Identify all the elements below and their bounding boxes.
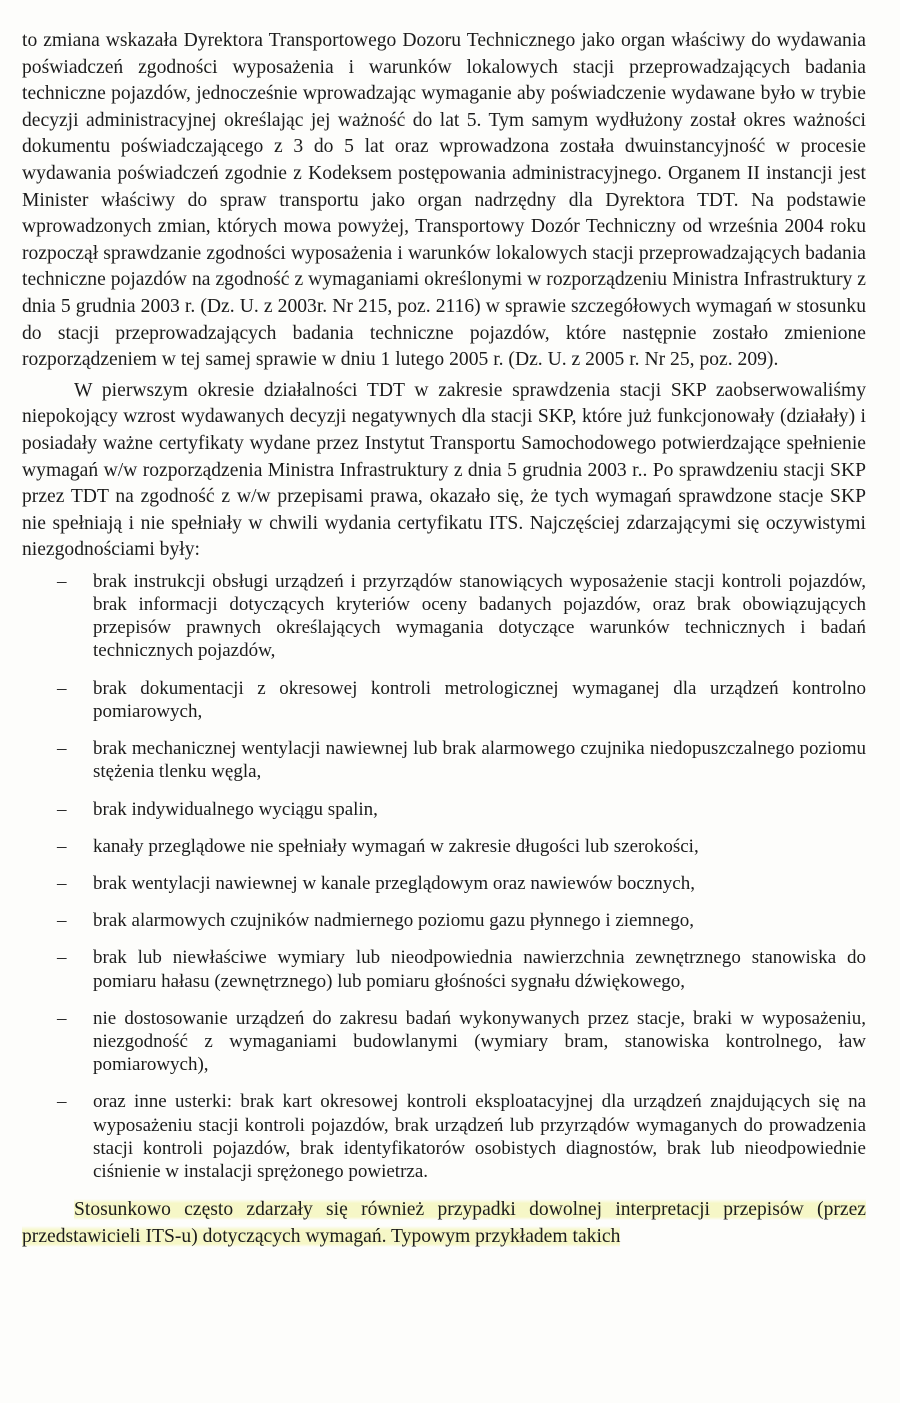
list-item [22, 1090, 866, 1183]
list-item-text: brak alarmowych czujników nadmiernego poziomu gazu płynnego i ziemnego, [93, 910, 694, 932]
list-item-text: brak wentylacji nawiewnej w kanale przeglądowym oraz nawiewów bocznych, [93, 872, 695, 894]
paragraph-observations: W pierwszym okresie działalności TDT w zakresie sprawdzenia stacji SKP zaobserwowaliśmy niepokojący wzrost wydawanych decyzji negatywnych dla stacji SKP, które już funkcjonowały (działały) i posiadały ważne certyfikaty wydane przez Instytut Transportu Samochodowego potwierdzające spełnienie wymagań w/w rozporządzenia Ministra Infrastruktury z dnia 5 grudnia 2003 r.. Po sprawdzeniu stacji SKP przez TDT na zgodność z w/w przepisami prawa, okazało się, że tych wymagań sprawdzone stacje SKP nie spełniają i nie spełniały w chwili wydania certyfikatu ITS. Najczęściej zdarzającymi się oczywistymi niezgodnościami były: [22, 379, 866, 561]
list-item [22, 909, 866, 932]
list-dash: – [57, 570, 67, 592]
list-item [22, 1007, 866, 1077]
highlighted-text: Stosunkowo często zdarzały się również przypadki dowolnej interpretacji przepisów (przez przedstawicieli ITS-u) dotyczących wymagań. Typowym przykładem takich [22, 1199, 866, 1247]
list-dash: – [57, 1007, 67, 1029]
list-item [22, 798, 866, 821]
list-item-text: brak lub niewłaściwe wymiary lub nieodpowiednia nawierzchnia zewnętrznego stanowiska do pomiaru hałasu (zewnętrznego) lub pomiaru głośności sygnału dźwiękowego, [93, 947, 866, 992]
list-item-text: nie dostosowanie urządzeń do zakresu badań wykonywanych przez stacje, braki w wyposażeniu, niezgodność z wymaganiami budowlanymi (wymiary bram, stanowiska kontrolnego, ław pomiarowych), [93, 1007, 866, 1076]
nonconformities-list [22, 570, 866, 1183]
list-dash: – [57, 798, 67, 820]
list-item [22, 677, 866, 723]
list-item [22, 737, 866, 783]
list-dash: – [57, 677, 67, 699]
paragraph-intro: to zmiana wskazała Dyrektora Transportowego Dozoru Technicznego jako organ właściwy do wydawania poświadczeń zgodności wyposażenia i warunków lokalowych stacji przeprowadzających badania techniczne pojazdów, jednocześnie wprowadzając wymaganie aby poświadczenie wydawane było w trybie decyzji administracyjnej określając jej ważność do lat 5. Tym samym wydłużony został okres ważności dokumentu poświadczającego z 3 do 5 lat oraz wprowadzona została dwuinstancyjność w procesie wydawania poświadczeń zgodnie z Kodeksem postępowania administracyjnego. Organem II instancji jest Minister właściwy do spraw transportu jako organ nadrzędny dla Dyrektora TDT. Na podstawie wprowadzonych zmian, których mowa powyżej, Transportowy Dozór Techniczny od września 2004 roku rozpoczął sprawdzanie zgodności wyposażenia i warunków lokalowych stacji przeprowadzających badania techniczne pojazdów na zgodność z wymaganiami określonymi w rozporządzeniu Ministra Infrastruktury z dnia 5 grudnia 2003 r. (Dz. U. z 2003r. Nr 215, poz. 2116) w sprawie szczegółowych wymagań w stosunku do stacji przeprowadzających badania techniczne pojazdów, które następnie zostało zmienione rozporządzeniem w tej samej sprawie w dniu 1 lutego 2005 r. (Dz. U. z 2005 r. Nr 25, poz. 209). [22, 30, 866, 371]
list-dash: – [57, 1091, 67, 1113]
list-dash: – [57, 947, 67, 969]
list-dash: – [57, 738, 67, 760]
list-item-text: brak mechanicznej wentylacji nawiewnej lub brak alarmowego czujnika niedopuszczalnego poziomu stężenia tlenku węgla, [93, 738, 866, 783]
list-item-text: brak dokumentacji z okresowej kontroli metrologicznej wymaganej dla urządzeń kontrolno pomiarowych, [93, 677, 866, 722]
list-item-text: brak indywidualnego wyciągu spalin, [93, 798, 378, 820]
paragraph-closing [22, 1197, 866, 1250]
list-item-text: kanały przeglądowe nie spełniały wymagań w zakresie długości lub szerokości, [93, 835, 699, 857]
list-dash: – [57, 872, 67, 894]
list-dash: – [57, 835, 67, 857]
list-item [22, 872, 866, 895]
list-dash: – [57, 910, 67, 932]
list-item-text: oraz inne usterki: brak kart okresowej kontroli eksploatacyjnej dla urządzeń znajdujących się na wyposażeniu stacji kontroli pojazdów, brak urządzeń lub przyrządów wymaganych do prowadzenia stacji kontroli pojazdów, brak identyfikatorów osobistych diagnostów, brak lub nieodpowiednie ciśnienie w instalacji sprężonego powietrza. [93, 1091, 866, 1182]
list-item [22, 570, 866, 663]
list-item [22, 835, 866, 858]
list-item [22, 946, 866, 992]
list-item-text: brak instrukcji obsługi urządzeń i przyrządów stanowiących wyposażenie stacji kontroli pojazdów, brak informacji dotyczących kryteriów oceny badanych pojazdów, oraz brak obowiązujących przepisów prawnych określających wymagania dotyczące warunków technicznych i badań technicznych pojazdów, [93, 570, 866, 662]
